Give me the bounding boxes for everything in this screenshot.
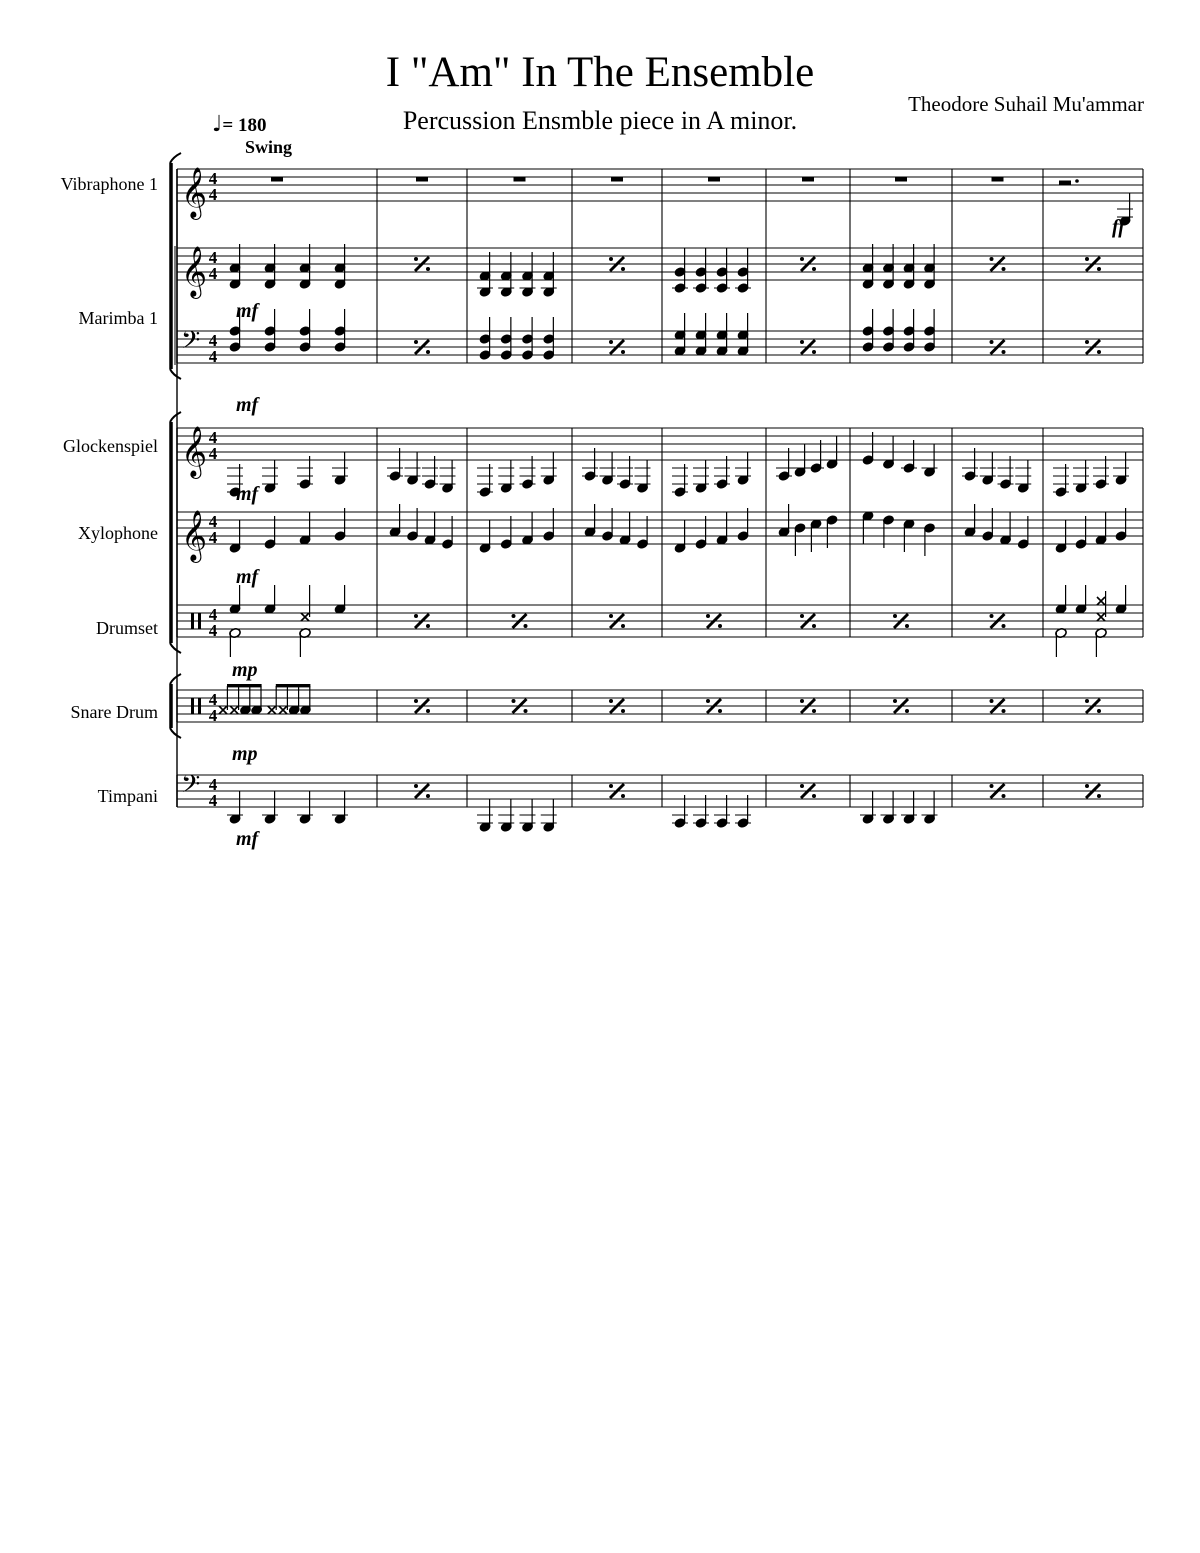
half-rest — [1059, 181, 1071, 186]
dynamic-timpani: mf — [236, 828, 259, 850]
measure-repeat-dot — [1085, 257, 1089, 261]
instrument-label-marimba: Marimba 1 — [78, 308, 158, 328]
measure-repeat-dot — [800, 614, 804, 618]
measure-repeat-dot — [1002, 794, 1006, 798]
measure-repeat-dot — [426, 624, 430, 628]
measure-repeat-dot — [905, 709, 909, 713]
x-notehead — [279, 706, 287, 714]
quarter-note-icon: ♩ — [212, 112, 223, 137]
dynamic-snare: mp — [232, 743, 258, 765]
whole-rest — [271, 177, 283, 182]
measure-repeat-dot — [800, 699, 804, 703]
measure-repeat-dot — [621, 267, 625, 271]
measure-repeat-dot — [812, 624, 816, 628]
time-signature-top: 4 — [208, 775, 218, 794]
bracket-pitched-bottom — [170, 643, 181, 653]
measure-repeat-dot — [812, 267, 816, 271]
measure-repeat-dot — [524, 709, 528, 713]
bass-clef-icon: 𝄢 — [181, 770, 201, 805]
beam — [276, 684, 311, 687]
bracket-snare-top — [170, 674, 181, 684]
time-signature-bottom: 4 — [208, 706, 218, 725]
measure-repeat-dot — [718, 709, 722, 713]
measure-repeat-dot — [621, 350, 625, 354]
time-signature-bottom: 4 — [208, 621, 218, 640]
measure-repeat-dot — [609, 340, 613, 344]
measure-repeat-dot — [414, 614, 418, 618]
score-subtitle: Percussion Ensmble piece in A minor. — [402, 106, 798, 135]
measure-repeat-dot — [812, 794, 816, 798]
bracket-pitched-top — [170, 412, 181, 422]
instrument-label-vibraphone: Vibraphone 1 — [60, 174, 158, 194]
measure-repeat-dot — [426, 350, 430, 354]
whole-rest — [992, 177, 1004, 182]
measure-repeat-dot — [893, 614, 897, 618]
measure-repeat-dot — [1097, 350, 1101, 354]
measure-repeat-dot — [800, 257, 804, 261]
time-signature-top: 4 — [208, 512, 218, 531]
whole-rest — [611, 177, 623, 182]
instrument-label-snare-drum: Snare Drum — [70, 702, 158, 722]
score-title: I "Am" In The Ensemble — [385, 49, 815, 96]
measure-repeat-dot — [706, 699, 710, 703]
time-signature-top: 4 — [208, 605, 218, 624]
measure-repeat-dot — [718, 624, 722, 628]
measure-repeat-dot — [1097, 267, 1101, 271]
measure-repeat-dot — [800, 784, 804, 788]
instrument-label-timpani: Timpani — [97, 786, 158, 806]
measure-repeat-dot — [512, 699, 516, 703]
measure-repeat-dot — [621, 709, 625, 713]
bracket-snare-bottom — [170, 728, 181, 738]
measure-repeat-dot — [990, 340, 994, 344]
dynamic-marimba-bass: mf — [236, 394, 259, 416]
dynamic-glockenspiel: mf — [236, 483, 259, 505]
treble-clef-icon: 𝄞 — [181, 167, 208, 218]
time-signature-bottom: 4 — [208, 444, 218, 463]
measure-repeat-dot — [414, 784, 418, 788]
measure-repeat-dot — [414, 699, 418, 703]
instrument-label-drumset: Drumset — [96, 618, 158, 638]
treble-clef-icon: 𝄞 — [181, 426, 208, 477]
measure-repeat-dot — [800, 340, 804, 344]
bracket-mallets-top — [170, 153, 181, 163]
measure-repeat-dot — [990, 699, 994, 703]
treble-clef-icon: 𝄞 — [181, 246, 208, 297]
x-notehead — [1097, 613, 1105, 621]
percussion-clef-icon — [198, 698, 201, 714]
x-notehead — [301, 613, 309, 621]
dynamic-vibraphone: ff — [1112, 216, 1125, 238]
measure-repeat-dot — [426, 794, 430, 798]
measure-repeat-dot — [990, 784, 994, 788]
measure-repeat-dot — [905, 624, 909, 628]
measure-repeat-dot — [1002, 267, 1006, 271]
time-signature-bottom: 4 — [208, 347, 218, 366]
beam — [227, 684, 262, 687]
measure-repeat-dot — [1002, 624, 1006, 628]
whole-rest — [416, 177, 428, 182]
dynamic-drumset: mp — [232, 659, 258, 681]
measure-repeat-dot — [609, 784, 613, 788]
measure-repeat-dot — [1097, 709, 1101, 713]
dynamic-xylophone: mf — [236, 566, 259, 588]
time-signature-top: 4 — [208, 690, 218, 709]
measure-repeat-dot — [812, 350, 816, 354]
x-notehead — [1097, 597, 1105, 605]
measure-repeat-dot — [893, 699, 897, 703]
measure-repeat-dot — [609, 614, 613, 618]
bracket-mallets-bottom — [170, 369, 181, 379]
measure-repeat-dot — [1085, 340, 1089, 344]
measure-repeat-dot — [524, 624, 528, 628]
measure-repeat-dot — [414, 340, 418, 344]
measure-repeat-dot — [1002, 350, 1006, 354]
measure-repeat-dot — [609, 257, 613, 261]
time-signature-top: 4 — [208, 331, 218, 350]
x-notehead — [268, 706, 276, 714]
instrument-label-glockenspiel: Glockenspiel — [63, 436, 158, 456]
measure-repeat-dot — [1002, 709, 1006, 713]
measure-repeat-dot — [1097, 794, 1101, 798]
x-notehead — [219, 706, 227, 714]
whole-rest — [895, 177, 907, 182]
dot — [1075, 179, 1079, 183]
composer-name: Theodore Suhail Mu'ammar — [908, 92, 1144, 116]
time-signature-top: 4 — [208, 248, 218, 267]
instrument-label-xylophone: Xylophone — [78, 523, 158, 543]
measure-repeat-dot — [812, 709, 816, 713]
measure-repeat-dot — [1085, 784, 1089, 788]
time-signature-bottom: 4 — [208, 264, 218, 283]
measure-repeat-dot — [990, 614, 994, 618]
measure-repeat-dot — [621, 624, 625, 628]
time-signature-bottom: 4 — [208, 791, 218, 810]
measure-repeat-dot — [414, 257, 418, 261]
percussion-clef-icon — [191, 613, 194, 629]
measure-repeat-dot — [706, 614, 710, 618]
time-signature-bottom: 4 — [208, 528, 218, 547]
style-marking: Swing — [245, 137, 293, 157]
bass-clef-icon: 𝄢 — [181, 326, 201, 361]
percussion-clef-icon — [198, 613, 201, 629]
percussion-clef-icon — [191, 698, 194, 714]
time-signature-top: 4 — [208, 428, 218, 447]
measure-repeat-dot — [426, 709, 430, 713]
x-notehead — [230, 706, 238, 714]
time-signature-top: 4 — [208, 169, 218, 188]
measure-repeat-dot — [512, 614, 516, 618]
whole-rest — [802, 177, 814, 182]
measure-repeat-dot — [1085, 699, 1089, 703]
treble-clef-icon: 𝄞 — [181, 510, 208, 561]
whole-rest — [708, 177, 720, 182]
time-signature-bottom: 4 — [208, 185, 218, 204]
measure-repeat-dot — [621, 794, 625, 798]
measure-repeat-dot — [426, 267, 430, 271]
dynamic-marimba-treble: mf — [236, 300, 259, 322]
measure-repeat-dot — [609, 699, 613, 703]
measure-repeat-dot — [990, 257, 994, 261]
tempo-value: = 180 — [222, 115, 267, 136]
whole-rest — [514, 177, 526, 182]
